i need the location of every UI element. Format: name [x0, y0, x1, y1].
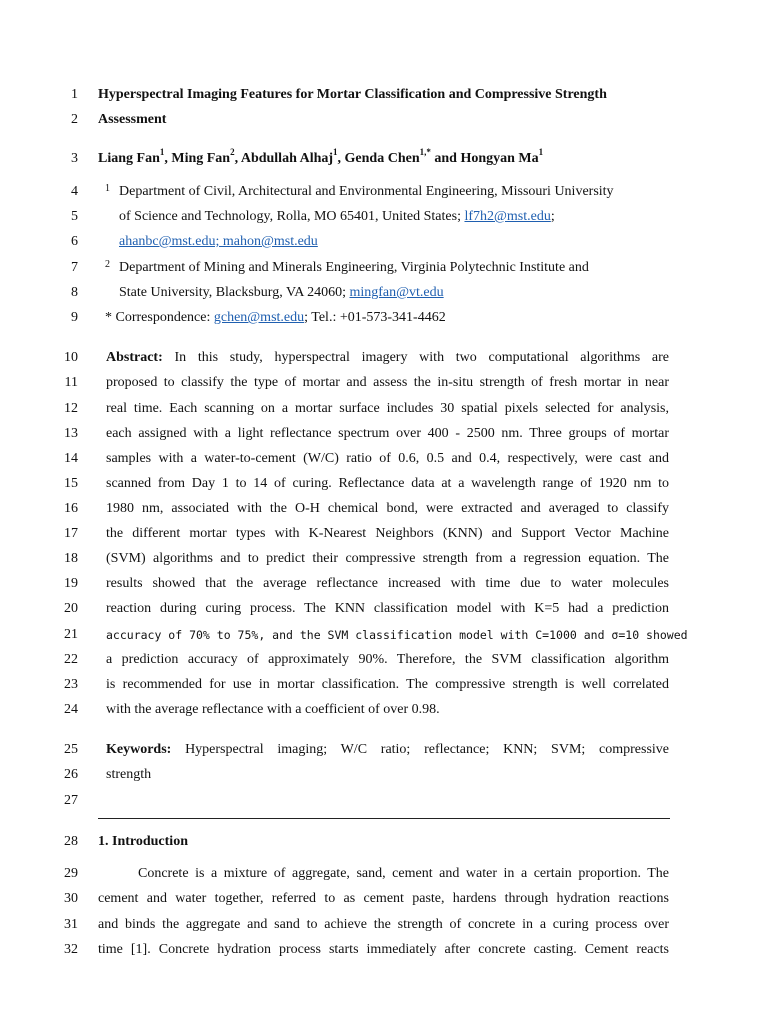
- line-number: 13: [64, 426, 78, 441]
- abstract-line: each assigned with a light reflectance spectrum over 400 - 2500 nm. Three groups of mortar: [106, 426, 669, 441]
- body-text: Concrete is a mixture of aggregate, sand, cement and water in a certain proportion. The: [138, 866, 669, 881]
- line-number: 4: [71, 184, 78, 199]
- author-separator: ,: [234, 151, 241, 166]
- body-line: and binds the aggregate and sand to achieve the strength of concrete in a curing process over: [98, 917, 669, 932]
- line-number: 28: [64, 834, 78, 849]
- line-number: 19: [64, 576, 78, 591]
- abstract-line: accuracy of 70% to 75%, and the SVM classification model with C=1000 and σ=10 showed: [106, 628, 688, 642]
- author-name: Abdullah Alhaj: [240, 151, 334, 166]
- affiliation-2-line2: [119, 285, 444, 301]
- line-number: 27: [64, 793, 78, 808]
- keywords-text: Hyperspectral imaging; W/C ratio; reflectance; KNN; SVM; compressive: [171, 742, 669, 757]
- affiliation-marker: 2: [105, 259, 110, 270]
- author-separator: ,: [164, 151, 172, 166]
- line-number: 32: [64, 942, 78, 957]
- email-link[interactable]: ahanbc@mst.edu; mahon@mst.edu: [119, 234, 318, 249]
- author-name: Liang Fan: [98, 151, 160, 166]
- abstract-line: a prediction accuracy of approximately 90%. Therefore, the SVM classification algorithm: [106, 652, 669, 667]
- correspondence-label: * Correspondence:: [105, 310, 214, 325]
- line-number: 22: [64, 652, 78, 667]
- line-number: 24: [64, 702, 78, 717]
- line-number: 2: [71, 112, 78, 127]
- line-number: 30: [64, 891, 78, 906]
- abstract-line: scanned from Day 1 to 14 of curing. Reflectance data at a wavelength range of 1920 nm to: [106, 476, 669, 491]
- affiliation-1-line3: [119, 234, 318, 250]
- author-list: [98, 147, 544, 167]
- line-number: 6: [71, 234, 78, 249]
- abstract-line: proposed to classify the type of mortar and assess the in-situ strength of fresh mortar in near: [106, 375, 669, 390]
- abstract-label: Abstract:: [106, 350, 163, 365]
- body-line: cement and water together, referred to as cement paste, hardens through hydration reactions: [98, 891, 669, 906]
- line-number: 17: [64, 526, 78, 541]
- abstract-line: [106, 350, 669, 366]
- author-name: Ming Fan: [171, 151, 231, 166]
- author-affil-sup: 2: [230, 147, 235, 158]
- line-number: 3: [71, 151, 78, 166]
- author-affil-sup: 1: [159, 147, 165, 158]
- email-link[interactable]: lf7h2@mst.edu: [464, 209, 551, 224]
- line-number: 29: [64, 866, 78, 881]
- email-link[interactable]: gchen@mst.edu: [213, 310, 305, 325]
- author-separator: ,: [337, 151, 345, 166]
- line-number: 18: [64, 551, 78, 566]
- affiliation-text: ;: [550, 209, 555, 224]
- line-number: 12: [64, 401, 78, 416]
- line-number: 20: [64, 601, 78, 616]
- line-number: 25: [64, 742, 78, 757]
- line-number: 9: [71, 310, 78, 325]
- line-number: 23: [64, 677, 78, 692]
- line-number: 11: [64, 375, 78, 390]
- paper-title-line2: Assessment: [98, 112, 167, 127]
- abstract-line: samples with a water-to-cement (W/C) ratio of 0.6, 0.5 and 0.4, respectively, were cast and: [106, 451, 669, 466]
- affiliation-marker: 1: [105, 183, 110, 194]
- affiliation-1-line1: Department of Civil, Architectural and Environmental Engineering, Missouri University: [119, 184, 614, 199]
- keywords-line: strength: [106, 767, 152, 782]
- abstract-line: real time. Each scanning on a mortar surface includes 30 spatial pixels selected for analysis,: [106, 401, 669, 416]
- author-name: Hongyan Ma: [460, 151, 539, 166]
- keywords-line: [106, 742, 669, 758]
- author-affil-sup: 1: [538, 147, 544, 158]
- abstract-line: with the average reflectance with a coefficient of over 0.98.: [106, 702, 440, 717]
- line-number: 26: [64, 767, 78, 782]
- author-name: Genda Chen: [344, 151, 420, 166]
- abstract-line: (SVM) algorithms and to predict their compressive strength from a regression equation. The: [106, 551, 669, 566]
- abstract-line: the different mortar types with K-Nearest Neighbors (KNN) and Support Vector Machine: [106, 526, 669, 541]
- line-number: 16: [64, 501, 78, 516]
- line-number: 7: [71, 260, 78, 275]
- abstract-text: In this study, hyperspectral imagery with two computational algorithms are: [162, 350, 669, 365]
- abstract-line: reaction during curing process. The KNN classification model with K=5 had a prediction: [106, 601, 669, 616]
- line-number: 14: [64, 451, 78, 466]
- correspondence: [105, 310, 446, 326]
- affiliation-1-line2: [119, 209, 555, 225]
- abstract-line: results showed that the average reflectance increased with time due to water molecules: [106, 576, 669, 591]
- line-number: 15: [64, 476, 78, 491]
- author-affil-sup: 1,*: [419, 147, 431, 158]
- body-line: time [1]. Concrete hydration process starts immediately after concrete casting. Cement reacts: [98, 942, 669, 957]
- line-number: 5: [71, 209, 78, 224]
- paper-title-line1: Hyperspectral Imaging Features for Mortar Classification and Compressive Strength: [98, 87, 607, 102]
- line-number: 1: [71, 87, 78, 102]
- affiliation-2-line1: Department of Mining and Minerals Engineering, Virginia Polytechnic Institute and: [119, 260, 589, 275]
- email-link[interactable]: mingfan@vt.edu: [349, 285, 444, 300]
- author-conjunction: and: [430, 151, 461, 166]
- line-number: 31: [64, 917, 78, 932]
- abstract-line: 1980 nm, associated with the O-H chemical bond, were extracted and averaged to classify: [106, 501, 669, 516]
- body-line: [98, 866, 669, 882]
- abstract-line: is recommended for use in mortar classification. The compressive strength is well correlated: [106, 677, 669, 692]
- section-heading: 1. Introduction: [98, 834, 188, 849]
- line-number: 8: [71, 285, 78, 300]
- section-divider: [98, 818, 670, 819]
- keywords-label: Keywords:: [106, 742, 172, 757]
- line-number: 21: [64, 627, 78, 642]
- affiliation-text: of Science and Technology, Rolla, MO 65401, United States;: [119, 209, 465, 224]
- author-affil-sup: 1: [333, 147, 338, 158]
- correspondence-phone: ; Tel.: +01-573-341-4462: [304, 310, 446, 325]
- affiliation-text: State University, Blacksburg, VA 24060;: [119, 285, 350, 300]
- line-number: 10: [64, 350, 78, 365]
